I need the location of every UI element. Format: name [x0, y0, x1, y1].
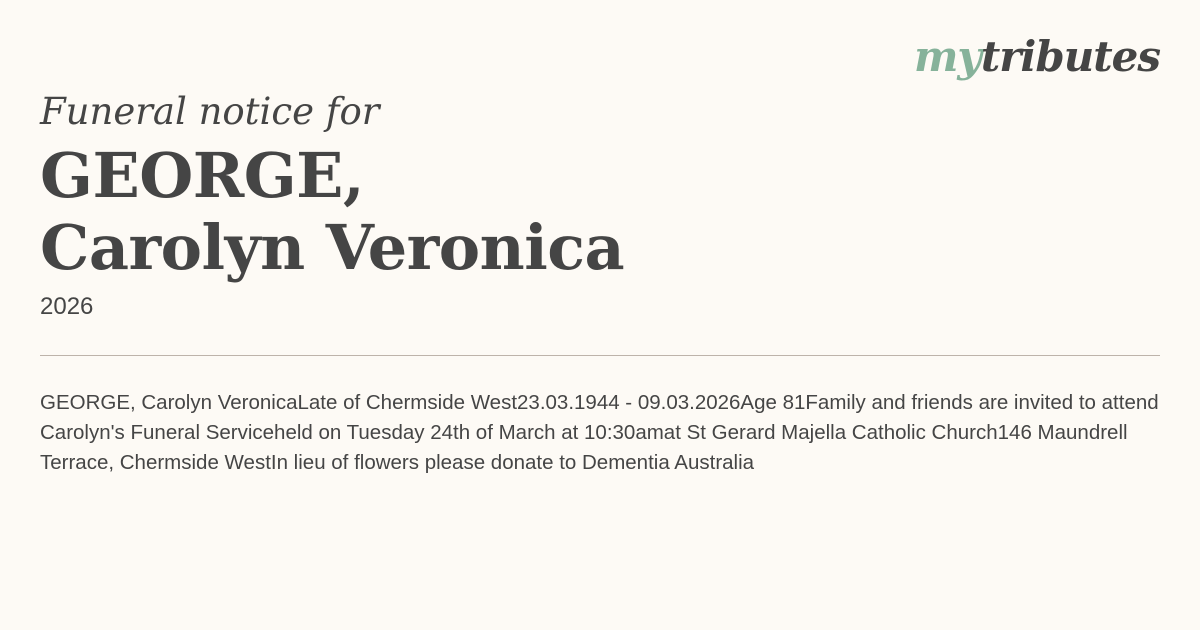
logo-my-text: my: [913, 32, 981, 81]
deceased-name: [40, 140, 624, 284]
logo-tributes-text: tributes: [980, 32, 1160, 81]
mytributes-logo[interactable]: [913, 32, 1160, 81]
notice-year: 2026: [40, 293, 94, 320]
notice-body: GEORGE, Carolyn VeronicaLate of Chermside West23.03.1944 - 09.03.2026Age 81Family and friends are invited to attend Carolyn's Funeral Serviceheld on Tuesday 24th of March at 10:30amat St Gerard Majella Catholic Church146 Maundrell Terrace, Chermside WestIn lieu of flowers please donate to Dementia Australia: [40, 391, 1159, 474]
notice-kicker: Funeral notice for: [40, 90, 380, 133]
section-divider: [40, 355, 1160, 356]
deceased-given-names: Carolyn Veronica: [40, 211, 625, 284]
deceased-surname: GEORGE,: [40, 139, 365, 212]
